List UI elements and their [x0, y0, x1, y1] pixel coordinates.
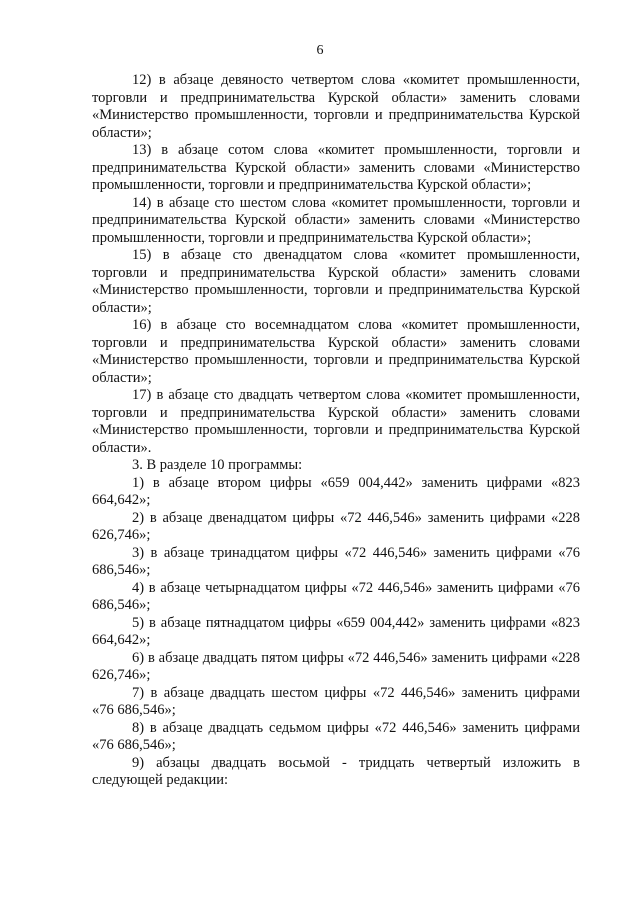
document-body: [92, 72, 580, 790]
paragraph-item-16: 16) в абзаце сто восемнадцатом слова «комитет промышленности, торговли и предпринимательства Курской области» заменить словами «Министерство промышленности, торговли и предпринимательства Курской области»;: [92, 317, 580, 386]
paragraph-item-17: 17) в абзаце сто двадцать четвертом слова «комитет промышленности, торговли и предпринимательства Курской области» заменить словами «Министерство промышленности, торговли и предпринимательства Курской области».: [92, 387, 580, 456]
amendment-item-1: 1) в абзаце втором цифры «659 004,442» заменить цифрами «823 664,642»;: [92, 474, 580, 508]
amendment-item-2: 2) в абзаце двенадцатом цифры «72 446,546» заменить цифрами «228 626,746»;: [92, 509, 580, 543]
amendment-item-9: 9) абзацы двадцать восьмой - тридцать четвертый изложить в следующей редакции:: [92, 754, 580, 788]
section-10-heading: 3. В разделе 10 программы:: [132, 457, 303, 473]
amendment-item-8: 8) в абзаце двадцать седьмом цифры «72 446,546» заменить цифрами «76 686,546»;: [92, 719, 580, 753]
paragraph-item-15: 15) в абзаце сто двенадцатом слова «комитет промышленности, торговли и предпринимательства Курской области» заменить словами «Министерство промышленности, торговли и предпринимательства Курской области»;: [92, 247, 580, 316]
amendment-item-6: 6) в абзаце двадцать пятом цифры «72 446,546» заменить цифрами «228 626,746»;: [92, 649, 580, 683]
paragraph-item-14: 14) в абзаце сто шестом слова «комитет промышленности, торговли и предпринимательства Курской области» заменить словами «Министерство промышленности, торговли и предпринимательства Курской области»;: [92, 194, 580, 246]
amendment-item-5: 5) в абзаце пятнадцатом цифры «659 004,442» заменить цифрами «823 664,642»;: [92, 614, 580, 648]
paragraph-item-12: 12) в абзаце девяносто четвертом слова «комитет промышленности, торговли и предпринимательства Курской области» заменить словами «Министерство промышленности, торговли и предпринимательства Курской области»;: [92, 72, 580, 141]
amendment-item-4: 4) в абзаце четырнадцатом цифры «72 446,546» заменить цифрами «76 686,546»;: [92, 579, 580, 613]
paragraph-item-13: 13) в абзаце сотом слова «комитет промышленности, торговли и предпринимательства Курской области» заменить словами «Министерство промышленности, торговли и предпринимательства Курской области»;: [92, 142, 580, 193]
amendment-item-7: 7) в абзаце двадцать шестом цифры «72 446,546» заменить цифрами «76 686,546»;: [92, 684, 580, 718]
amendment-item-3: 3) в абзаце тринадцатом цифры «72 446,546» заменить цифрами «76 686,546»;: [92, 544, 580, 578]
page-number: 6: [316, 43, 324, 58]
